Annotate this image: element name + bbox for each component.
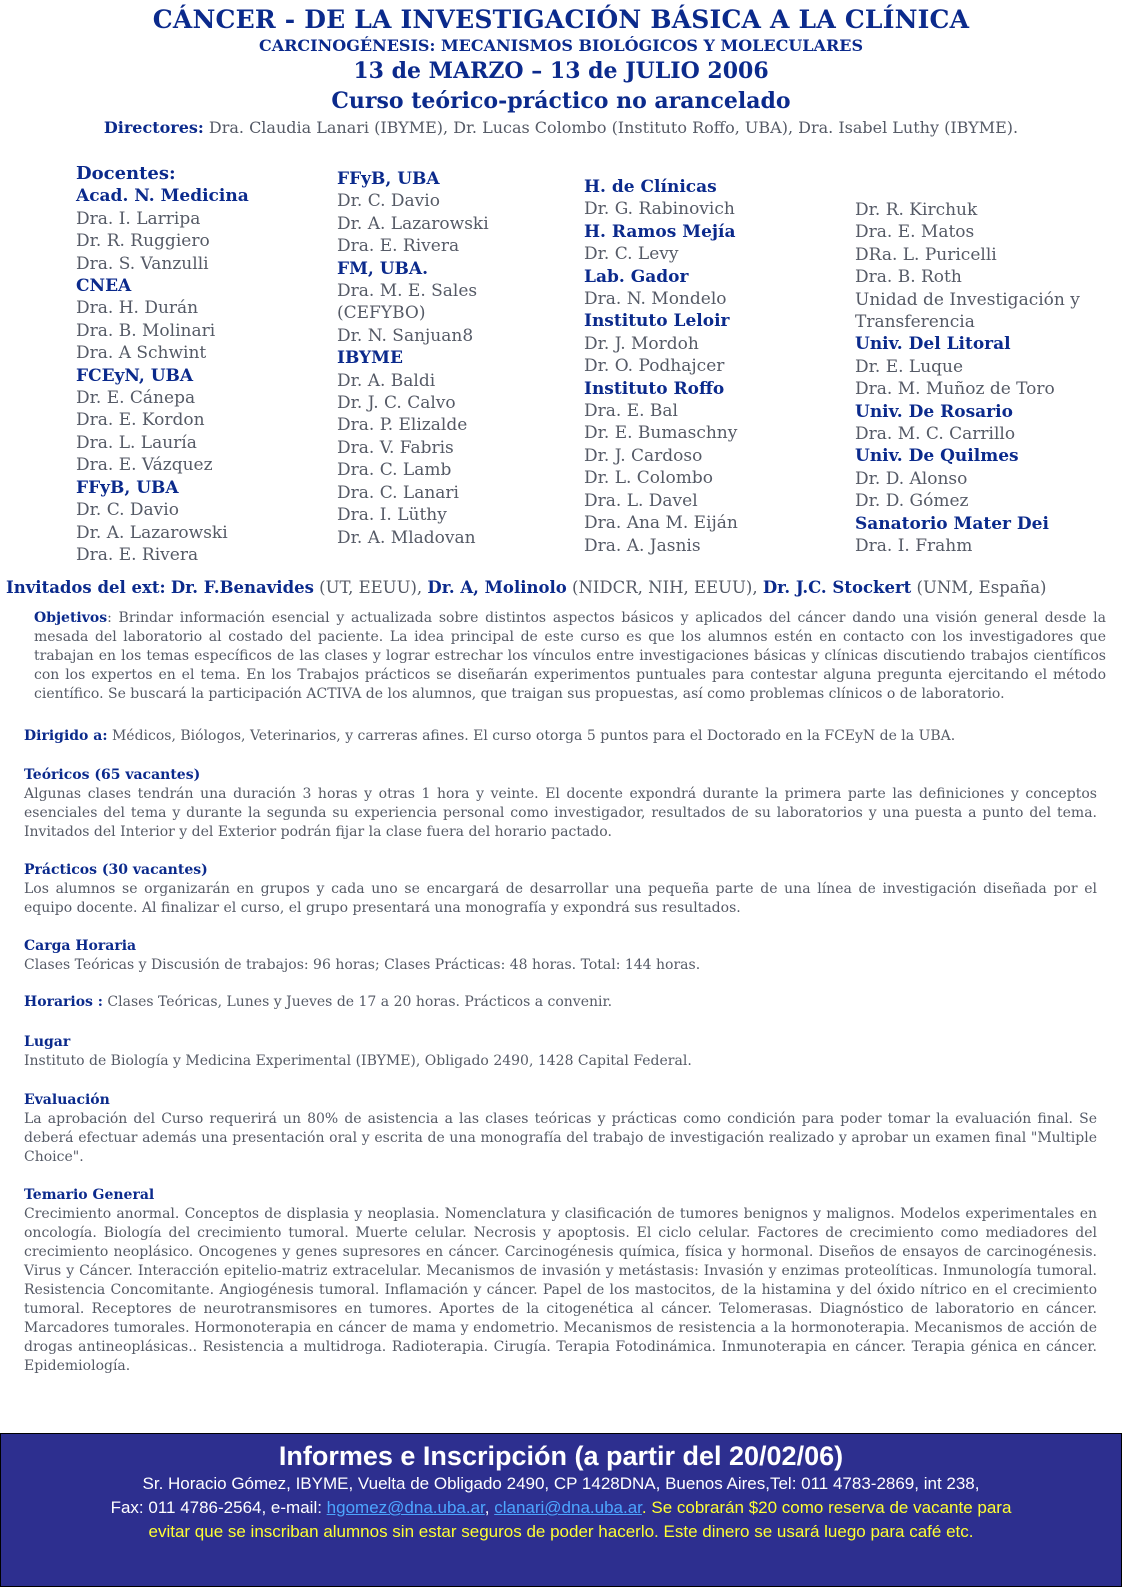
docente-name: Dra. B. Roth [855, 267, 962, 288]
docente-name: Dra. C. Lamb [337, 460, 452, 481]
docente-name: Transferencia [855, 312, 975, 333]
footer-title: Informes e Inscripción (a partir del 20/02/06) [278, 1441, 844, 1471]
docente-name: Dr. A. Lazarowski [76, 522, 228, 543]
docente-name: (CEFYBO) [337, 303, 426, 324]
docente-name: Dra. E. Kordon [76, 410, 205, 431]
docente-name: Dr. J. Mordoh [584, 333, 699, 354]
teoricos-text: Algunas clases tendrán una duración 3 horas y otras 1 hora y veinte. El docente expondrá durante la primera parte las definiciones y conceptos esenciales del tema y durante la segunda su experiencia personal como investigador, resultados de su laboratorios y una puesta a punto del tema. Invitados del Interior y del Exterior podrán fijar la clase fuera del horario pactado. [24, 786, 1097, 840]
directors-label: Directores: [103, 118, 204, 137]
docente-name: Dra. Ana M. Eiján [584, 513, 738, 534]
dirigido-section [24, 727, 1097, 746]
docente-name: Dr. A. Mladovan [337, 527, 476, 548]
page-subtitle: CARCINOGÉNESIS: MECANISMOS BIOLÓGICOS Y MOLECULARES [258, 36, 864, 55]
docentes-column-1 [76, 163, 249, 566]
course-type: Curso teórico-práctico no arancelado [331, 88, 791, 114]
evaluacion-section [24, 1091, 1097, 1167]
docente-name: Dra. E. Matos [855, 222, 975, 243]
docente-name: DRa. L. Puricelli [855, 244, 997, 265]
guest-institution: (NIDCR, NIH, EEUU), [572, 578, 758, 597]
email-separator: , [484, 1498, 495, 1517]
temario-section [24, 1186, 1097, 1376]
institution-heading: Acad. N. Medicina [76, 186, 249, 207]
docente-name: Dr. D. Gómez [855, 491, 969, 512]
docente-name: Dra. M. Muñoz de Toro [855, 379, 1055, 400]
docente-name: Dra. I. Larripa [76, 208, 201, 229]
lugar-text: Instituto de Biología y Medicina Experimental (IBYME), Obligado 2490, 1428 Capital Federal. [24, 1053, 692, 1069]
institution-heading: Lab. Gador [584, 266, 689, 287]
docente-name: Dra. E. Rivera [76, 544, 199, 565]
institution-heading: Instituto Roffo [584, 378, 725, 399]
carga-text: Clases Teóricas y Discusión de trabajos: 96 horas; Clases Prácticas: 48 horas. Total: 144 horas. [24, 957, 701, 973]
institution-heading: Sanatorio Mater Dei [855, 513, 1049, 534]
carga-heading: Carga Horaria [24, 938, 137, 954]
docente-name: Dra. M. C. Carrillo [855, 424, 1016, 445]
course-dates: 13 de MARZO – 13 de JULIO 2006 [353, 58, 769, 84]
dirigido-text: Médicos, Biólogos, Veterinarios, y carreras afines. El curso otorga 5 puntos para el Doctorado en la FCEyN de la UBA. [107, 728, 956, 744]
footer-contact [1, 1496, 1121, 1520]
docente-name: Dr. E. Cánepa [76, 388, 196, 409]
email-link-clanari[interactable]: clanari@dna.uba.ar [494, 1498, 642, 1517]
docentes-column-4 [855, 199, 1080, 558]
docente-name: Dr. E. Bumaschny [584, 423, 738, 444]
docentes-heading: Docentes: [76, 163, 176, 184]
docentes-column-2 [337, 168, 489, 549]
docentes-column-3 [584, 176, 738, 557]
footer-address: Sr. Horacio Gómez, IBYME, Vuelta de Obligado 2490, CP 1428DNA, Buenos Aires,Tel: 011 4783-2869, int 238, [142, 1474, 980, 1493]
teoricos-heading: Teóricos (65 vacantes) [24, 767, 201, 783]
footer-fax: Fax: 011 4786-2564, e-mail: [110, 1498, 327, 1517]
header [0, 4, 1122, 138]
docente-name: Dra. V. Fabris [337, 437, 454, 458]
lugar-section [24, 1033, 1097, 1071]
docente-name: Dra. E. Rivera [337, 236, 460, 257]
docente-name: Dr. E. Luque [855, 356, 964, 377]
institution-heading: FFyB, UBA [76, 477, 179, 498]
guests-label: Invitados del ext: [6, 578, 166, 597]
docente-name: Dra. L. Lauría [76, 432, 197, 453]
institution-heading: Univ. Del Litoral [855, 334, 1011, 355]
docente-name: Dr. D. Alonso [855, 468, 968, 489]
docente-name: Dra. P. Elizalde [337, 415, 468, 436]
docente-name: Dra. E. Bal [584, 401, 678, 422]
docente-name: Dra. C. Lanari [337, 482, 459, 503]
carga-section [24, 937, 1097, 975]
guest-name: Dr. A, Molinolo [427, 578, 567, 597]
institution-heading: H. de Clínicas [584, 177, 717, 197]
docente-name: Dra. A Schwint [76, 343, 207, 364]
docente-name: Dr. G. Rabinovich [584, 199, 735, 220]
lugar-heading: Lugar [24, 1034, 71, 1050]
evaluacion-heading: Evaluación [24, 1092, 110, 1108]
objetivos-label: Objetivos [34, 610, 108, 626]
guest-institution: (UNM, España) [916, 578, 1047, 597]
objetivos-text: : Brindar información esencial y actualizada sobre distintos aspectos básicos y aplicados del cáncer dando una visión general desde la mesada del laboratorio al costado del paciente. La idea principal de este curso es que los alumnos estén en contacto con los investigadores que trabajan en los temas específicos de las clases y lograr estrechar los vínculos entre investigaciones básicas y clínicas discutiendo trabajos científicos con los expertos en el tema. En los Trabajos prácticos se diseñarán experimentos puntuales para contestar alguna pregunta ejercitando el método científico. Se buscará la participación ACTIVA de los alumnos, que traigan sus propuestas, así como problemas clínicos o de laboratorio. [34, 610, 1106, 702]
docente-name: Dra. N. Mondelo [584, 289, 727, 310]
institution-heading: Instituto Leloir [584, 311, 730, 332]
institution-heading: FM, UBA. [337, 258, 429, 279]
objetivos-paragraph [34, 609, 1106, 704]
docente-name: Dr. C. Davio [337, 191, 440, 212]
horarios-section [24, 993, 1097, 1012]
teoricos-section [24, 766, 1097, 842]
docente-name: Dra. S. Vanzulli [76, 253, 209, 274]
docente-name: Dr. C. Davio [76, 500, 179, 521]
institution-heading: H. Ramos Mejía [584, 221, 736, 242]
docente-name: Dr. R. Kirchuk [855, 200, 978, 220]
guest-institution: (UT, EEUU), [319, 578, 423, 597]
docente-name: Dr. A. Lazarowski [337, 213, 489, 234]
docente-name: Dra. L. Davel [584, 490, 698, 511]
docente-name: Dr. L. Colombo [584, 468, 713, 489]
temario-text: Crecimiento anormal. Conceptos de displasia y neoplasia. Nomenclatura y clasificación de tumores benignos y malignos. Modelos experimentales en oncología. Biología del crecimiento tumoral. Muerte celular. Necrosis y apoptosis. El ciclo celular. Factores de crecimiento como mediadores del crecimiento neoplásico. Oncogenes y genes supresores en cáncer. Carcinogénesis química, física y hormonal. Diseños de ensayos de carcinogénesis. Virus y Cáncer. Interacción epitelio-matriz extracelular. Mecanismos de invasión y metástasis: Invasión y enzimas proteolíticas. Inmunología tumoral. Resistencia Concomitante. Angiogénesis tumoral. Inflamación y cáncer. Papel de los mastocitos, de la histamina y del óxido nítrico en el crecimiento tumoral. Receptores de neurotransmisores en tumores. Aportes de la citogenética al cáncer. Telomerasas. Diagnóstico de laboratorio en cáncer. Marcadores tumorales. Hormonoterapia en cáncer de mama y endometrio. Mecanismos de resistencia a la hormonoterapia. Mecanismos de acción de drogas antineoplásicas.. Resistencia a multidroga. Radioterapia. Cirugía. Terapia Fotodinámica. Inmunoterapia en cáncer. Terapia génica en cáncer. Epidemiología. [24, 1206, 1097, 1374]
footer-box [0, 1433, 1122, 1587]
docente-name: Dr. J. Cardoso [584, 445, 703, 466]
institution-heading: Univ. De Rosario [855, 401, 1013, 422]
directors-line [0, 118, 1122, 138]
evaluacion-text: La aprobación del Curso requerirá un 80% de asistencia a las clases teóricas y prácticas como condición para poder tomar la evaluación final. Se deberá efectuar además una presentación oral y escrita de una monografía del trabajo de investigación realizado y aprobar un examen final "Multiple Choice". [24, 1111, 1097, 1165]
practicos-section [24, 861, 1097, 918]
directors-text: Dra. Claudia Lanari (IBYME), Dr. Lucas Colombo (Instituto Roffo, UBA), Dra. Isabel Luthy (IBYME). [208, 118, 1019, 137]
docente-name: Dra. I. Frahm [855, 536, 973, 557]
docente-name: Dra. B. Molinari [76, 320, 216, 341]
docente-name: Dra. E. Vázquez [76, 455, 213, 476]
docente-name: Dr. O. Podhajcer [584, 356, 725, 377]
footer-fee-note: . Se cobrarán $20 como reserva de vacante para [641, 1498, 1012, 1517]
footer-fee-note-cont: evitar que se inscriban alumnos sin estar seguros de poder hacerlo. Este dinero se usará luego para café etc. [148, 1522, 974, 1541]
horarios-text: Clases Teóricas, Lunes y Jueves de 17 a 20 horas. Prácticos a convenir. [102, 994, 613, 1010]
docente-name: Dr. C. Levy [584, 244, 679, 265]
docente-name: Dr. A. Baldi [337, 370, 436, 391]
email-link-hgomez[interactable]: hgomez@dna.uba.ar [326, 1498, 485, 1517]
institution-heading: IBYME [337, 348, 403, 369]
docente-name: Unidad de Investigación y [855, 289, 1080, 310]
docente-name: Dra. I. Lüthy [337, 505, 447, 526]
guests-line [6, 577, 1047, 599]
page-title: CÁNCER - DE LA INVESTIGACIÓN BÁSICA A LA CLÍNICA [152, 5, 970, 34]
guest-name: Dr. J.C. Stockert [762, 578, 912, 597]
docente-name: Dra. H. Durán [76, 298, 199, 319]
dirigido-label: Dirigido a: [24, 728, 108, 744]
horarios-label: Horarios : [24, 994, 103, 1010]
practicos-heading: Prácticos (30 vacantes) [24, 862, 208, 878]
docente-name: Dra. M. E. Sales [337, 281, 478, 302]
docente-name: Dr. J. C. Calvo [337, 393, 456, 414]
institution-heading: CNEA [76, 276, 132, 297]
institution-heading: FCEyN, UBA [76, 365, 194, 386]
temario-heading: Temario General [24, 1187, 155, 1203]
docente-name: Dr. N. Sanjuan8 [337, 325, 474, 346]
practicos-text: Los alumnos se organizarán en grupos y cada uno se encargará de desarrollar una pequeña parte de una línea de investigación diseñada por el equipo docente. Al finalizar el curso, el grupo presentará una monografía y expondrá sus resultados. [24, 881, 1097, 916]
docente-name: Dra. A. Jasnis [584, 535, 701, 556]
institution-heading: FFyB, UBA [337, 169, 440, 189]
institution-heading: Univ. De Quilmes [855, 446, 1019, 467]
guest-name: Dr. F.Benavides [170, 578, 314, 597]
docente-name: Dr. R. Ruggiero [76, 231, 210, 252]
